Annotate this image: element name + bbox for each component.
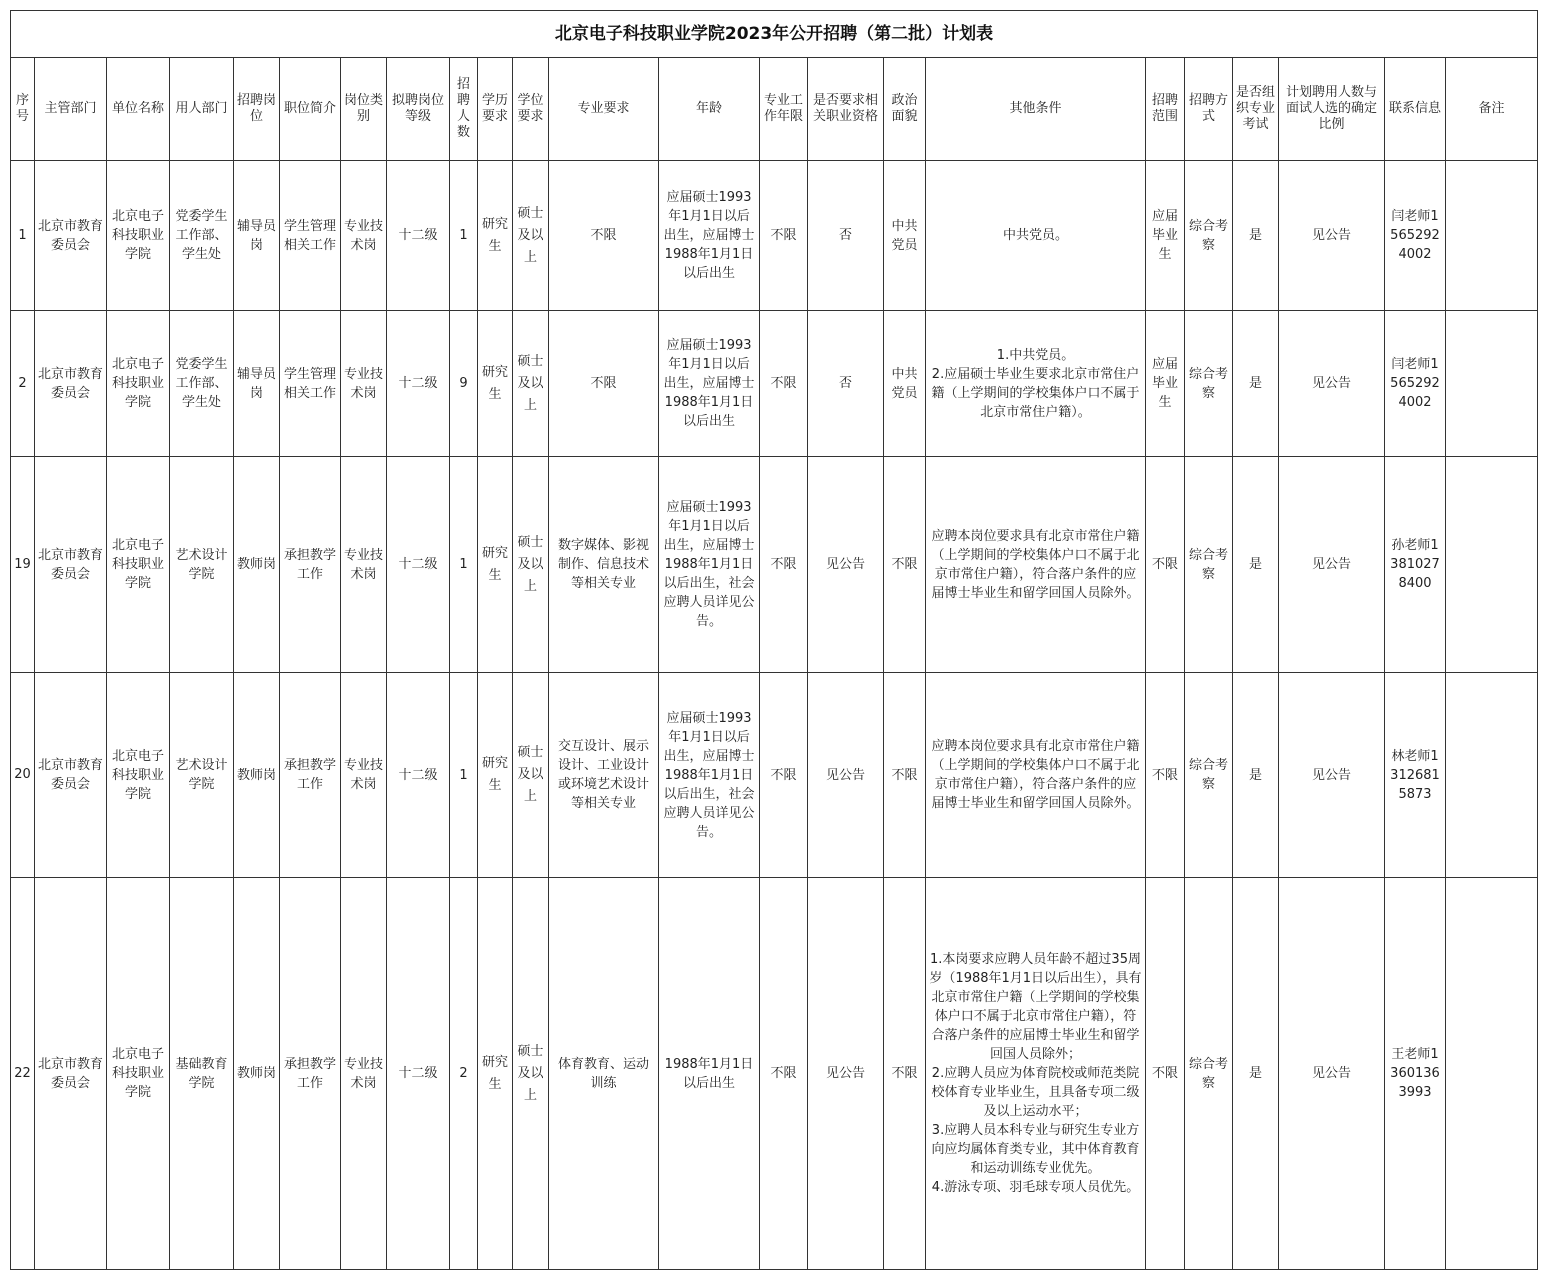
contact-cell: 林老师13126815873	[1385, 673, 1446, 878]
work-years-cell: 不限	[760, 161, 808, 311]
exam-cell: 是	[1233, 878, 1279, 1270]
recruitment-plan-sheet	[10, 10, 1537, 1270]
recruitment-plan-table	[10, 10, 1538, 1270]
header-education: 学历要求	[478, 58, 513, 161]
level-cell: 十二级	[387, 161, 450, 311]
ratio-cell: 见公告	[1279, 878, 1385, 1270]
other-conditions-cell: 1.中共党员。 2.应届硕士毕业生要求北京市常住户籍（上学期间的学校集体户口不属于北京市常住户籍）。	[926, 311, 1146, 457]
political-cell: 不限	[884, 878, 926, 1270]
header-position: 招聘岗位	[234, 58, 280, 161]
scope-cell: 应届毕业生	[1146, 161, 1185, 311]
age-cell: 应届硕士1993年1月1日以后出生，应届博士1988年1月1日以后出生	[659, 311, 760, 457]
remark-cell	[1446, 673, 1538, 878]
user-dept-cell: 党委学生工作部、学生处	[170, 161, 234, 311]
count-cell: 9	[450, 311, 478, 457]
header-dept: 主管部门	[35, 58, 107, 161]
ratio-cell: 见公告	[1279, 457, 1385, 673]
qualification-cell: 否	[808, 161, 884, 311]
dept-cell: 北京市教育委员会	[35, 311, 107, 457]
age-cell: 应届硕士1993年1月1日以后出生，应届博士1988年1月1日以后出生，社会应聘人员详见公告。	[659, 673, 760, 878]
count-cell: 1	[450, 673, 478, 878]
intro-cell: 学生管理相关工作	[280, 311, 341, 457]
exam-cell: 是	[1233, 673, 1279, 878]
method-cell: 综合考察	[1185, 878, 1233, 1270]
qualification-cell: 见公告	[808, 673, 884, 878]
position-cell: 教师岗	[234, 457, 280, 673]
exam-cell: 是	[1233, 161, 1279, 311]
education-cell: 研究生	[478, 161, 513, 311]
header-work-years: 专业工作年限	[760, 58, 808, 161]
header-other: 其他条件	[926, 58, 1146, 161]
qualification-cell: 见公告	[808, 457, 884, 673]
political-cell: 中共党员	[884, 311, 926, 457]
other-conditions-cell: 应聘本岗位要求具有北京市常住户籍（上学期间的学校集体户口不属于北京市常住户籍），符合落户条件的应届博士毕业生和留学回国人员除外。	[926, 673, 1146, 878]
user-dept-cell: 艺术设计学院	[170, 673, 234, 878]
table-row	[11, 673, 1538, 878]
header-ratio: 计划聘用人数与面试人选的确定比例	[1279, 58, 1385, 161]
level-cell: 十二级	[387, 673, 450, 878]
header-age: 年龄	[659, 58, 760, 161]
category-cell: 专业技术岗	[341, 878, 387, 1270]
major-cell: 不限	[549, 311, 659, 457]
level-cell: 十二级	[387, 878, 450, 1270]
major-cell: 数字媒体、影视制作、信息技术等相关专业	[549, 457, 659, 673]
degree-cell: 硕士及以上	[513, 878, 549, 1270]
header-seq: 序号	[11, 58, 35, 161]
user-dept-cell: 党委学生工作部、学生处	[170, 311, 234, 457]
intro-cell: 承担教学工作	[280, 673, 341, 878]
dept-cell: 北京市教育委员会	[35, 457, 107, 673]
ratio-cell: 见公告	[1279, 311, 1385, 457]
header-unit: 单位名称	[107, 58, 170, 161]
exam-cell: 是	[1233, 311, 1279, 457]
contact-cell: 王老师13601363993	[1385, 878, 1446, 1270]
remark-cell	[1446, 878, 1538, 1270]
work-years-cell: 不限	[760, 311, 808, 457]
ratio-cell: 见公告	[1279, 673, 1385, 878]
header-scope: 招聘范围	[1146, 58, 1185, 161]
degree-cell: 硕士及以上	[513, 673, 549, 878]
exam-cell: 是	[1233, 457, 1279, 673]
political-cell: 不限	[884, 457, 926, 673]
table-row	[11, 311, 1538, 457]
position-cell: 教师岗	[234, 673, 280, 878]
dept-cell: 北京市教育委员会	[35, 673, 107, 878]
header-method: 招聘方式	[1185, 58, 1233, 161]
ratio-cell: 见公告	[1279, 161, 1385, 311]
position-cell: 辅导员岗	[234, 311, 280, 457]
level-cell: 十二级	[387, 311, 450, 457]
major-cell: 体育教育、运动训练	[549, 878, 659, 1270]
header-count: 招聘人数	[450, 58, 478, 161]
header-level: 拟聘岗位等级	[387, 58, 450, 161]
scope-cell: 应届毕业生	[1146, 311, 1185, 457]
contact-cell: 闫老师15652924002	[1385, 311, 1446, 457]
qualification-cell: 见公告	[808, 878, 884, 1270]
table-title: 北京电子科技职业学院2023年公开招聘（第二批）计划表	[11, 11, 1538, 58]
header-intro: 职位简介	[280, 58, 341, 161]
intro-cell: 承担教学工作	[280, 457, 341, 673]
remark-cell	[1446, 311, 1538, 457]
unit-cell: 北京电子科技职业学院	[107, 311, 170, 457]
seq-cell: 19	[11, 457, 35, 673]
political-cell: 中共党员	[884, 161, 926, 311]
degree-cell: 硕士及以上	[513, 311, 549, 457]
table-body	[11, 161, 1538, 1270]
scope-cell: 不限	[1146, 878, 1185, 1270]
education-cell: 研究生	[478, 311, 513, 457]
seq-cell: 1	[11, 161, 35, 311]
unit-cell: 北京电子科技职业学院	[107, 878, 170, 1270]
header-category: 岗位类别	[341, 58, 387, 161]
education-cell: 研究生	[478, 878, 513, 1270]
table-row	[11, 878, 1538, 1270]
remark-cell	[1446, 457, 1538, 673]
category-cell: 专业技术岗	[341, 457, 387, 673]
remark-cell	[1446, 161, 1538, 311]
seq-cell: 2	[11, 311, 35, 457]
category-cell: 专业技术岗	[341, 311, 387, 457]
major-cell: 交互设计、展示设计、工业设计或环境艺术设计等相关专业	[549, 673, 659, 878]
header-user-dept: 用人部门	[170, 58, 234, 161]
other-conditions-cell: 应聘本岗位要求具有北京市常住户籍（上学期间的学校集体户口不属于北京市常住户籍），符合落户条件的应届博士毕业生和留学回国人员除外。	[926, 457, 1146, 673]
method-cell: 综合考察	[1185, 161, 1233, 311]
age-cell: 应届硕士1993年1月1日以后出生，应届博士1988年1月1日以后出生，社会应聘人员详见公告。	[659, 457, 760, 673]
work-years-cell: 不限	[760, 457, 808, 673]
unit-cell: 北京电子科技职业学院	[107, 161, 170, 311]
unit-cell: 北京电子科技职业学院	[107, 673, 170, 878]
header-major: 专业要求	[549, 58, 659, 161]
other-conditions-cell: 1.本岗要求应聘人员年龄不超过35周岁（1988年1月1日以后出生），具有北京市常住户籍（上学期间的学校集体户口不属于北京市常住户籍），符合落户条件的应届博士毕业生和留学回国人员除外； 2.应聘人员应为体育院校或师范类院校体育专业毕业生，且具备专项二级及以上运动水平； 3.应聘人员本科专业与研究生专业方向应均属体育类专业，其中体育教育和运动训练专业优先。 4.游泳专项、羽毛球专项人员优先。	[926, 878, 1146, 1270]
contact-cell: 孙老师13810278400	[1385, 457, 1446, 673]
header-political: 政治面貌	[884, 58, 926, 161]
scope-cell: 不限	[1146, 457, 1185, 673]
seq-cell: 22	[11, 878, 35, 1270]
method-cell: 综合考察	[1185, 311, 1233, 457]
qualification-cell: 否	[808, 311, 884, 457]
header-degree: 学位要求	[513, 58, 549, 161]
position-cell: 教师岗	[234, 878, 280, 1270]
user-dept-cell: 艺术设计学院	[170, 457, 234, 673]
intro-cell: 学生管理相关工作	[280, 161, 341, 311]
category-cell: 专业技术岗	[341, 673, 387, 878]
method-cell: 综合考察	[1185, 457, 1233, 673]
dept-cell: 北京市教育委员会	[35, 878, 107, 1270]
degree-cell: 硕士及以上	[513, 161, 549, 311]
count-cell: 1	[450, 457, 478, 673]
degree-cell: 硕士及以上	[513, 457, 549, 673]
other-conditions-cell: 中共党员。	[926, 161, 1146, 311]
header-row	[11, 58, 1538, 161]
education-cell: 研究生	[478, 457, 513, 673]
education-cell: 研究生	[478, 673, 513, 878]
age-cell: 应届硕士1993年1月1日以后出生，应届博士1988年1月1日以后出生	[659, 161, 760, 311]
work-years-cell: 不限	[760, 878, 808, 1270]
contact-cell: 闫老师15652924002	[1385, 161, 1446, 311]
header-exam: 是否组织专业考试	[1233, 58, 1279, 161]
intro-cell: 承担教学工作	[280, 878, 341, 1270]
count-cell: 2	[450, 878, 478, 1270]
position-cell: 辅导员岗	[234, 161, 280, 311]
age-cell: 1988年1月1日以后出生	[659, 878, 760, 1270]
category-cell: 专业技术岗	[341, 161, 387, 311]
table-row	[11, 161, 1538, 311]
dept-cell: 北京市教育委员会	[35, 161, 107, 311]
political-cell: 不限	[884, 673, 926, 878]
seq-cell: 20	[11, 673, 35, 878]
header-contact: 联系信息	[1385, 58, 1446, 161]
header-remark: 备注	[1446, 58, 1538, 161]
major-cell: 不限	[549, 161, 659, 311]
table-row	[11, 457, 1538, 673]
count-cell: 1	[450, 161, 478, 311]
unit-cell: 北京电子科技职业学院	[107, 457, 170, 673]
method-cell: 综合考察	[1185, 673, 1233, 878]
user-dept-cell: 基础教育学院	[170, 878, 234, 1270]
work-years-cell: 不限	[760, 673, 808, 878]
level-cell: 十二级	[387, 457, 450, 673]
header-qualification: 是否要求相关职业资格	[808, 58, 884, 161]
scope-cell: 不限	[1146, 673, 1185, 878]
